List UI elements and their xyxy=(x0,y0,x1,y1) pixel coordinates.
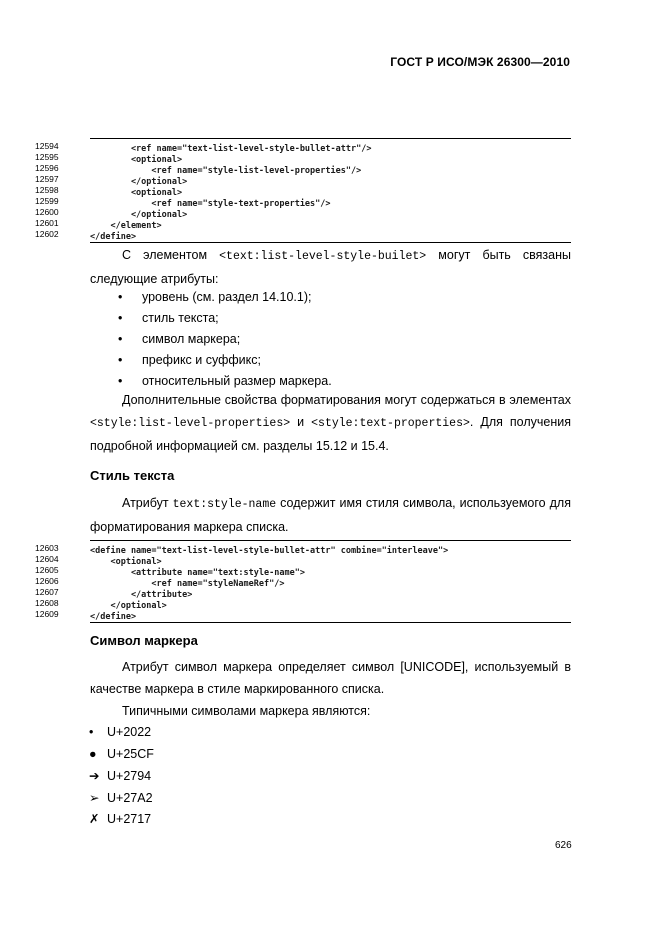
line-number: 12599 xyxy=(35,196,59,206)
bullet-symbol-icon: ✗ xyxy=(89,812,100,826)
code-line xyxy=(35,609,571,622)
code-line xyxy=(35,554,571,567)
para3-code: text:style-name xyxy=(172,498,277,511)
code-line xyxy=(35,141,571,154)
bullet-icon: • xyxy=(118,374,123,388)
paragraph-typical-symbols: Типичными символами маркера являются: xyxy=(122,704,371,718)
line-number: 12607 xyxy=(35,587,59,597)
document-header: ГОСТ Р ИСО/МЭК 26300—2010 xyxy=(390,55,570,69)
line-number: 12597 xyxy=(35,174,59,184)
line-number: 12595 xyxy=(35,152,59,162)
code-listing-2 xyxy=(35,540,571,623)
line-number: 12603 xyxy=(35,543,59,553)
code-text: <optional> xyxy=(90,155,183,165)
code-line xyxy=(35,576,571,589)
code-text: <ref name="styleNameRef"/> xyxy=(90,579,285,589)
line-number: 12608 xyxy=(35,598,59,608)
code-line xyxy=(35,565,571,578)
code-line xyxy=(35,196,571,209)
para2-code-2: <style:text-properties> xyxy=(311,417,470,430)
list-item-text: относительный размер маркера. xyxy=(142,374,332,388)
paragraph-additional-properties xyxy=(90,389,571,457)
code-text: </define> xyxy=(90,612,137,622)
symbol-code: U+27A2 xyxy=(107,790,153,805)
code-line xyxy=(35,163,571,176)
paragraph-bullet-char: Атрибут символ маркера определяет символ [UNICODE], используемый в качестве маркера в стиле маркированного списка. xyxy=(90,660,571,696)
code-text: <ref name="style-list-level-properties"/> xyxy=(90,166,362,176)
code-text: </optional> xyxy=(90,210,188,220)
para2-code-1: <style:list-level-properties> xyxy=(90,417,291,430)
symbol-item xyxy=(89,768,151,783)
para3-text-a: Атрибут xyxy=(122,496,173,510)
code-line xyxy=(35,598,571,611)
paragraph-attributes-intro xyxy=(90,244,571,290)
list-item-text: уровень (см. раздел 14.10.1); xyxy=(142,290,312,304)
symbol-item xyxy=(89,747,154,761)
bullet-symbol-icon: ➢ xyxy=(89,790,100,805)
code-line xyxy=(35,174,571,187)
bullet-symbol-icon: ➔ xyxy=(89,769,100,783)
symbol-code: U+2022 xyxy=(107,725,152,739)
bullet-symbol-icon: • xyxy=(89,725,94,739)
bullet-icon: • xyxy=(118,311,123,325)
line-number: 12604 xyxy=(35,554,59,564)
para2-text-b: . Для получения подробной информацией см. разделы 15.12 и 15.4. xyxy=(90,415,571,453)
code-text: </define> xyxy=(90,232,137,242)
line-number: 12601 xyxy=(35,218,59,228)
symbol-item xyxy=(89,725,151,739)
paragraph-style-name xyxy=(90,492,571,538)
bullet-icon: • xyxy=(118,332,123,346)
symbol-code: U+25CF xyxy=(107,746,154,761)
code-text: <optional> xyxy=(90,557,162,567)
code-text: </optional> xyxy=(90,601,167,611)
code-text: </element> xyxy=(90,221,162,231)
para3-text-b: содержит имя стиля символа, используемого для форматирования маркера списка. xyxy=(90,496,571,534)
heading-bullet-symbol: Символ маркера xyxy=(90,633,198,648)
list-item-text: префикс и суффикс; xyxy=(142,353,261,367)
code-line xyxy=(35,587,571,600)
symbol-item xyxy=(89,790,153,805)
line-number: 12600 xyxy=(35,207,59,217)
line-number: 12594 xyxy=(35,141,59,151)
para1-text-b: могут быть связаны следующие атрибуты: xyxy=(90,248,571,286)
line-number: 12596 xyxy=(35,163,59,173)
code-line xyxy=(35,229,571,242)
line-number: 12605 xyxy=(35,565,59,575)
code-listing-1 xyxy=(35,138,571,243)
para2-and: и xyxy=(290,415,312,429)
code-text: <optional> xyxy=(90,188,183,198)
bullet-icon: • xyxy=(118,290,123,304)
line-number: 12598 xyxy=(35,185,59,195)
line-number: 12609 xyxy=(35,609,59,619)
code-line xyxy=(35,185,571,198)
code-text: <ref name="style-text-properties"/> xyxy=(90,199,331,209)
symbol-code: U+2794 xyxy=(107,769,152,783)
symbol-code: U+2717 xyxy=(107,812,152,826)
code-text: </attribute> xyxy=(90,590,193,600)
para1-code: <text:list-level-style-builet> xyxy=(219,250,427,263)
page-number: 626 xyxy=(555,840,572,851)
list-item-text: стиль текста; xyxy=(142,311,219,325)
para2-text-a: Дополнительные свойства форматирования могут содержаться в элементах xyxy=(122,393,571,407)
symbol-item xyxy=(89,811,151,826)
list-item-text: символ маркера; xyxy=(142,332,241,346)
code-line xyxy=(35,218,571,231)
code-text: <ref name="text-list-level-style-bullet-attr"/> xyxy=(90,144,372,154)
code-text: <attribute name="text:style-name"> xyxy=(90,568,305,578)
code-text: </optional> xyxy=(90,177,188,187)
code-line xyxy=(35,207,571,220)
bullet-symbol-icon: ● xyxy=(89,746,97,761)
para1-text-a: С элементом xyxy=(122,248,220,262)
code-line xyxy=(35,152,571,165)
heading-text-style: Стиль текста xyxy=(90,468,175,483)
code-line xyxy=(35,543,571,556)
bullet-icon: • xyxy=(118,353,123,367)
code-text: <define name="text-list-level-style-bullet-attr" combine="interleave"> xyxy=(90,546,449,556)
line-number: 12602 xyxy=(35,229,59,239)
line-number: 12606 xyxy=(35,576,59,586)
